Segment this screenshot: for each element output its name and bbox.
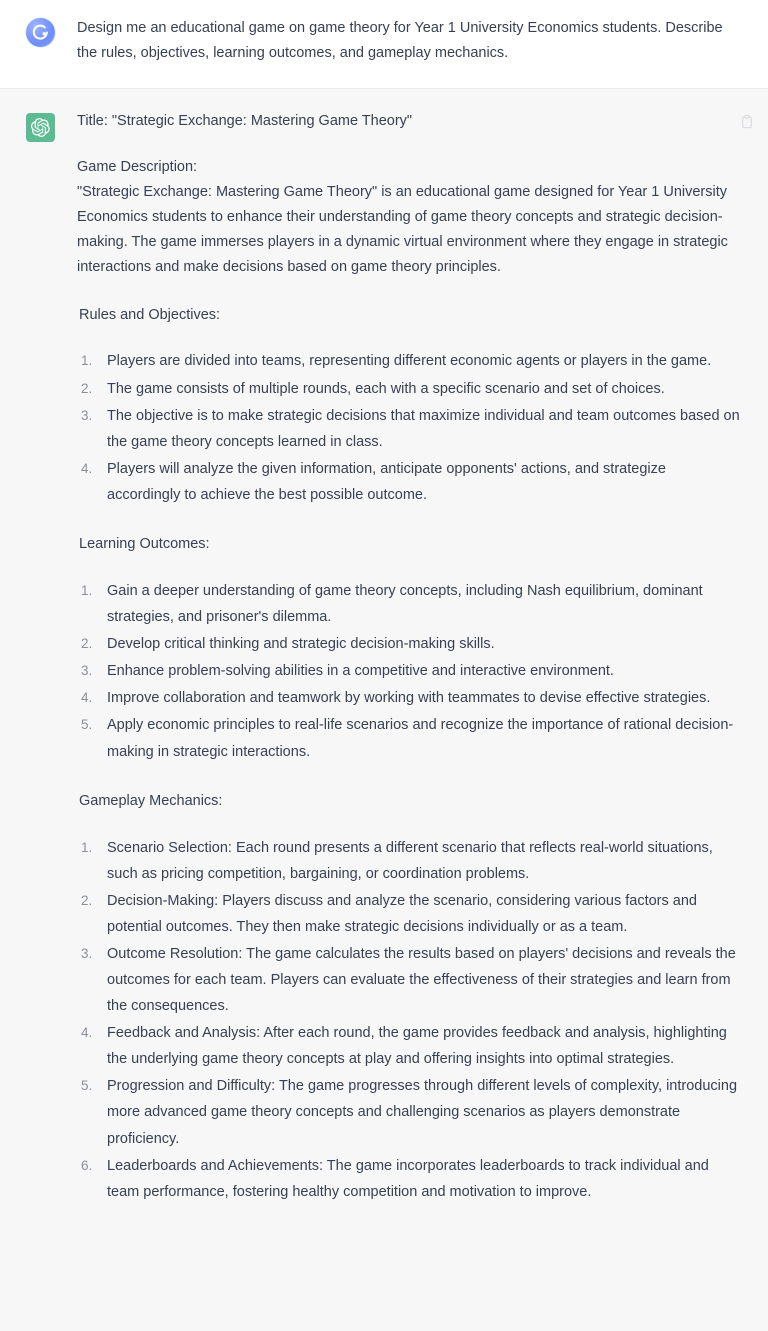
spacer xyxy=(77,509,740,532)
list-item: Leaderboards and Achievements: The game incorporates leaderboards to track individual and team performance, fostering healthy competition and motivation to improve. xyxy=(107,1157,709,1200)
list-item: Improve collaboration and teamwork by working with teammates to devise effective strategies. xyxy=(107,690,711,707)
clipboard-copy-icon xyxy=(739,114,755,130)
spacer xyxy=(77,557,740,578)
assistant-avatar xyxy=(26,113,55,142)
gameplay-mechanics-list xyxy=(77,835,740,1205)
answer-title: Title: "Strategic Exchange: Mastering Game Theory" xyxy=(77,112,413,129)
description-heading: Game Description: xyxy=(77,158,198,175)
assistant-message-row xyxy=(0,88,768,1331)
section-heading-rules: Rules and Objectives: xyxy=(79,306,221,323)
list-item: Players will analyze the given information, anticipate opponents' actions, and strategize accordingly to achieve the best possible outcome. xyxy=(107,460,666,503)
copy-message-button[interactable] xyxy=(736,111,758,133)
user-avatar xyxy=(26,18,55,47)
list-item: Enhance problem-solving abilities in a competitive and interactive environment. xyxy=(107,663,614,680)
list-item: Gain a deeper understanding of game theory concepts, including Nash equilibrium, dominant strategies, and prisoner's dilemma. xyxy=(107,582,703,626)
spacer xyxy=(77,766,740,789)
user-message-row xyxy=(0,0,768,88)
spacer xyxy=(77,327,740,348)
list-item: Feedback and Analysis: After each round, the game provides feedback and analysis, highlighting the underlying game theory concepts at play and offering insights into optimal strategies. xyxy=(107,1025,727,1068)
list-item: Progression and Difficulty: The game progresses through different levels of complexity, introducing more advanced game theory concepts and challenging scenarios as players demonstrate proficiency. xyxy=(107,1078,738,1147)
spacer xyxy=(77,134,740,155)
spacer xyxy=(77,814,740,835)
assistant-message-content xyxy=(77,109,746,1206)
section-heading-gameplay-mechanics: Gameplay Mechanics: xyxy=(79,792,223,809)
user-avatar-c-logo-icon xyxy=(31,23,50,42)
user-message-content xyxy=(77,14,746,66)
openai-logo-icon xyxy=(31,118,50,137)
list-item: Players are divided into teams, representing different economic agents or players in the game. xyxy=(107,353,712,370)
spacer xyxy=(77,280,740,303)
section-heading-learning-outcomes: Learning Outcomes: xyxy=(79,536,210,552)
list-item: Apply economic principles to real-life scenarios and recognize the importance of rational decision-making in strategic interactions. xyxy=(107,717,734,760)
list-item: Scenario Selection: Each round presents a different scenario that reflects real-world situations, such as pricing competition, bargaining, or coordination problems. xyxy=(107,839,713,882)
list-item: The objective is to make strategic decisions that maximize individual and team outcomes based on the game theory concepts learned in class. xyxy=(107,407,740,450)
list-item: Outcome Resolution: The game calculates the results based on players' decisions and reveals the outcomes for each team. Players can evaluate the effectiveness of their strategies and learn from the consequences. xyxy=(107,945,736,1015)
list-item: Decision-Making: Players discuss and analyze the scenario, considering various factors and potential outcomes. They then make strategic decisions individually or as a team. xyxy=(107,892,697,935)
list-item: The game consists of multiple rounds, each with a specific scenario and set of choices. xyxy=(107,380,665,397)
user-message-text: Design me an educational game on game theory for Year 1 University Economics students. Describe the rules, objectives, learning outcomes, and gameplay mechanics. xyxy=(77,20,723,61)
list-item: Develop critical thinking and strategic decision-making skills. xyxy=(107,636,495,653)
description-text: "Strategic Exchange: Mastering Game Theory" is an educational game designed for Year 1 University Economics students to enhance their understanding of game theory concepts and strategic decision-making. The game immerses players in a dynamic virtual environment where they engage in strategic interactions and make decisions based on game theory principles. xyxy=(77,183,728,275)
rules-and-objectives-list xyxy=(77,348,740,508)
learning-outcomes-list xyxy=(77,578,740,765)
